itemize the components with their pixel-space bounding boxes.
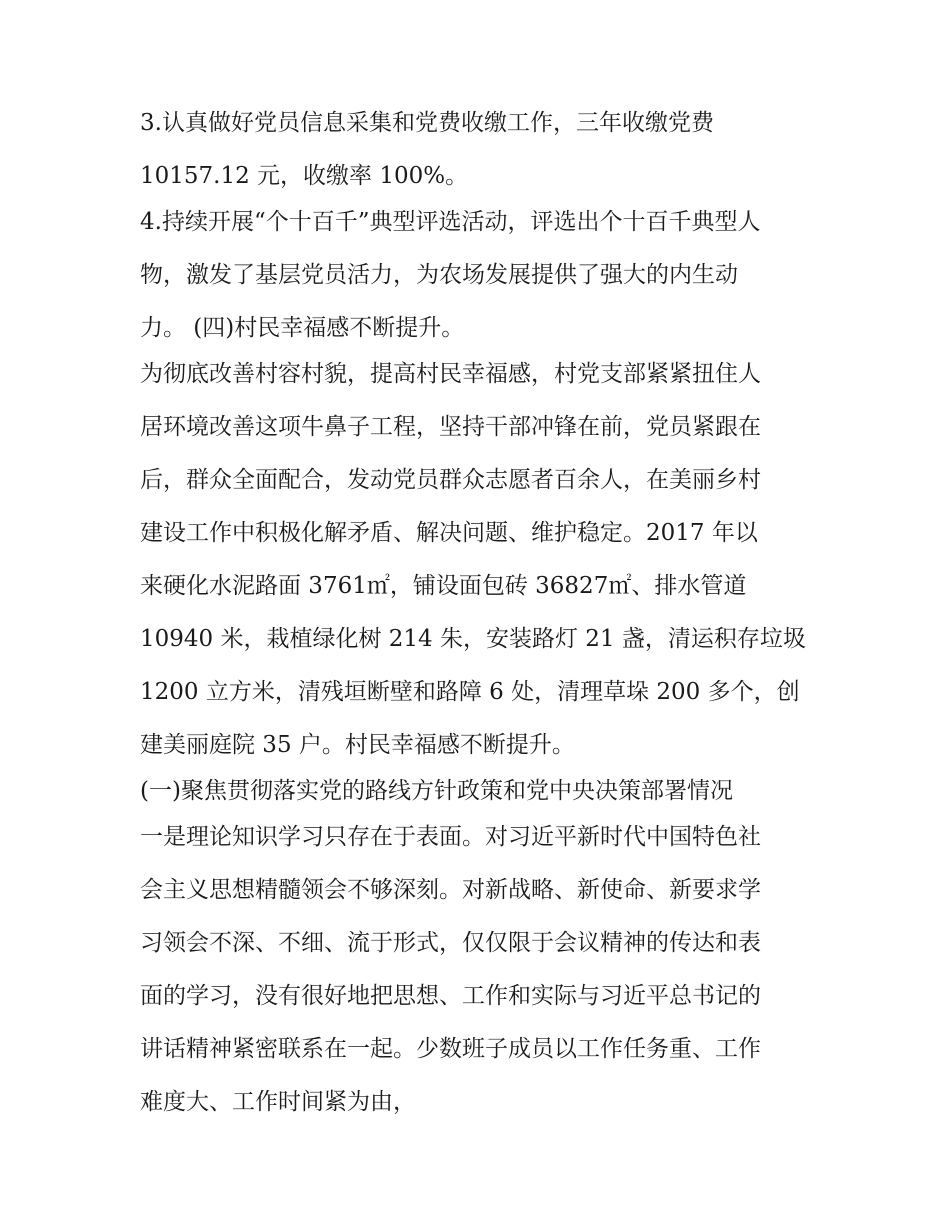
text-line: 4.持续开展“个十百千”典型评选活动，评选出个十百千典型人: [140, 209, 761, 235]
text-line: 来硬化水泥路面 3761㎡，铺设面包砖 36827㎡、排水管道: [140, 573, 747, 599]
document-body: [140, 110, 820, 1115]
text-line: 居环境改善这项牛鼻子工程，坚持干部冲锋在前，党员紧跟在: [140, 414, 761, 440]
text-line: 建设工作中积极化解矛盾、解决问题、维护稳定。2017 年以: [140, 520, 758, 546]
text-line: 3.认真做好党员信息采集和党费收缴工作，三年收缴党费: [140, 110, 714, 136]
text-line: 会主义思想精髓领会不够深刻。对新战略、新使命、新要求学: [140, 877, 761, 903]
text-line: 面的学习，没有很好地把思想、工作和实际与习近平总书记的: [140, 983, 761, 1009]
text-line: 力。 (四)村民幸福感不断提升。: [140, 315, 465, 341]
text-line: 1200 立方米，清残垣断壁和路障 6 处，清理草垛 200 多个，创: [140, 679, 800, 705]
text-line: 10940 米，栽植绿化树 214 朱，安装路灯 21 盏，清运积存垃圾: [140, 626, 806, 652]
text-line: 一是理论知识学习只存在于表面。对习近平新时代中国特色社: [140, 824, 761, 850]
text-line: 习领会不深、不细、流于形式，仅仅限于会议精神的传达和表: [140, 930, 761, 956]
text-line: 后，群众全面配合，发动党员群众志愿者百余人，在美丽乡村: [140, 467, 761, 493]
text-line: 建美丽庭院 35 户。村民幸福感不断提升。: [140, 732, 575, 758]
text-line: (一)聚焦贯彻落实党的路线方针政策和党中央决策部署情况: [140, 778, 733, 804]
text-line: 物，激发了基层党员活力，为农场发展提供了强大的内生动: [140, 262, 738, 288]
text-line: 为彻底改善村容村貌，提高村民幸福感，村党支部紧紧扭住人: [140, 361, 761, 387]
text-line: 难度大、工作时间紧为由，: [140, 1089, 416, 1115]
text-line: 10157.12 元，收缴率 100%。: [140, 163, 469, 189]
text-line: 讲话精神紧密联系在一起。少数班子成员以工作任务重、工作: [140, 1036, 761, 1062]
